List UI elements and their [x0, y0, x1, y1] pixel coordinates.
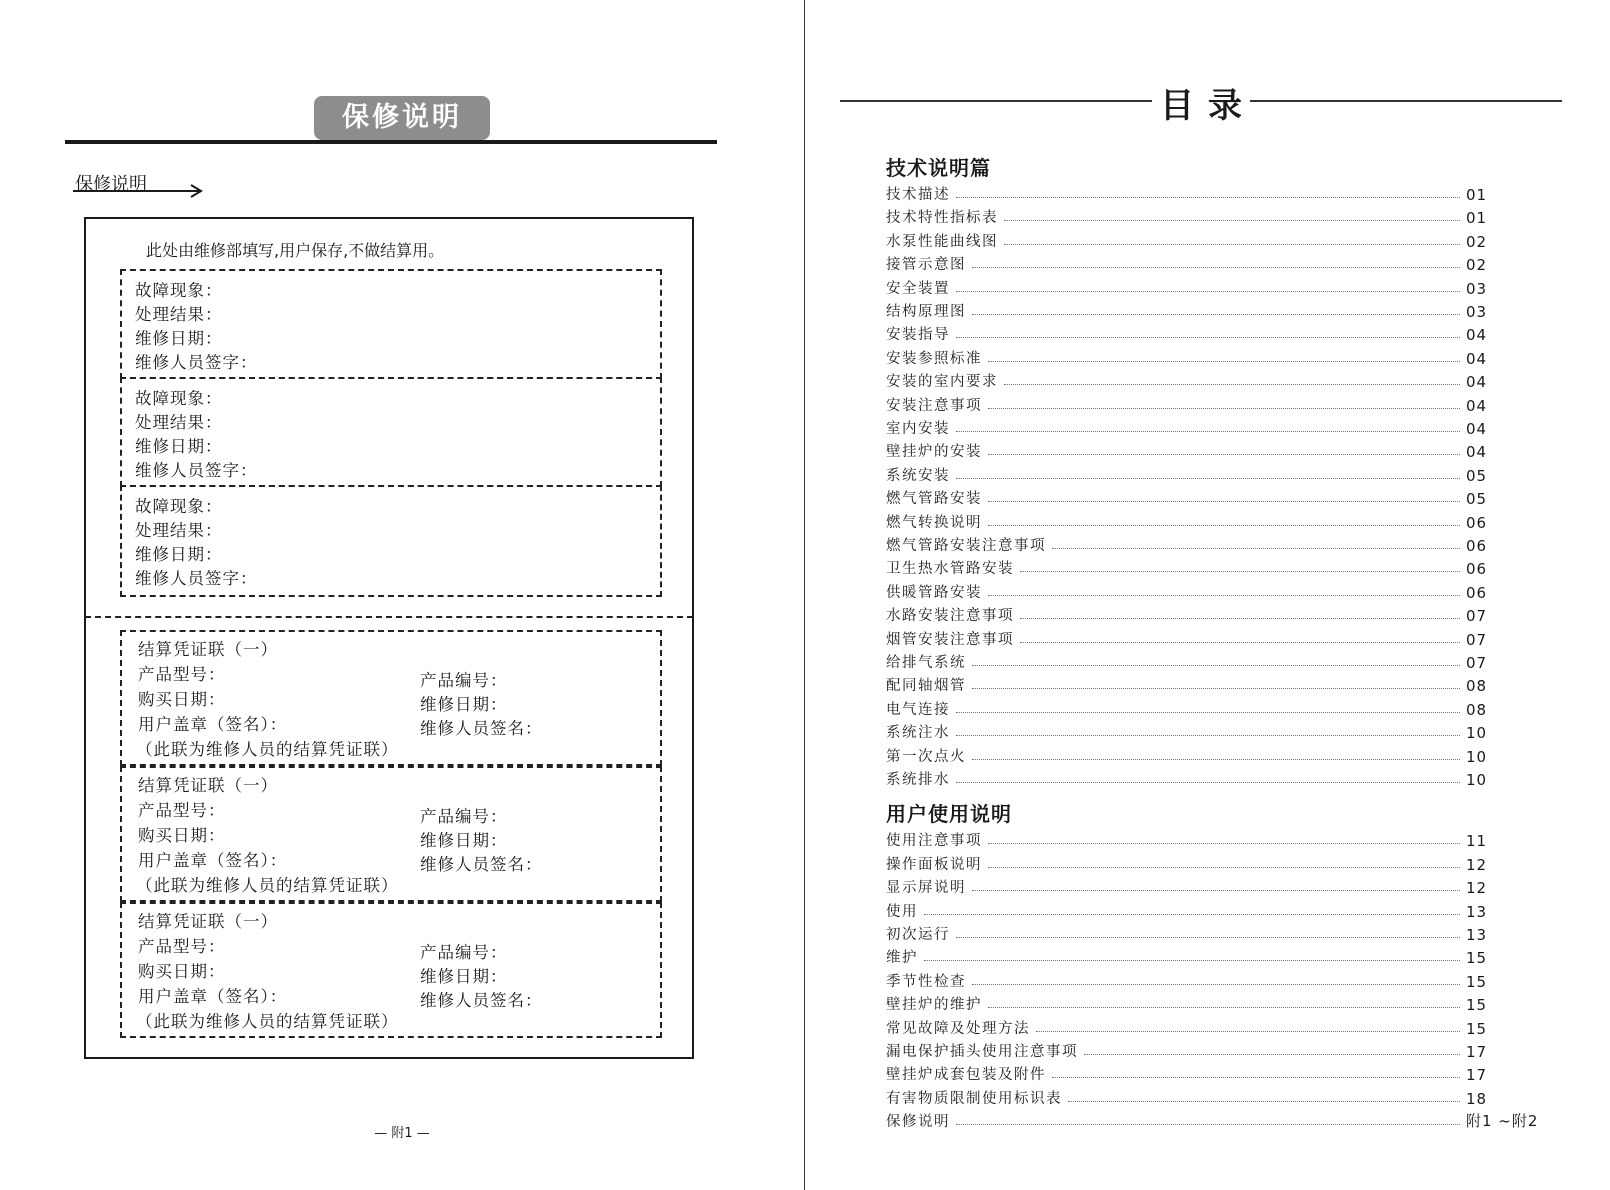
toc-entry-page: 07 — [1466, 654, 1488, 672]
toc-leader-dots — [988, 1007, 1460, 1008]
toc-entry-label: 安装指导 — [886, 327, 950, 344]
voucher-field-label: 购买日期： — [138, 962, 226, 981]
voucher-footnote: （此联为维修人员的结算凭证联） — [136, 1012, 399, 1031]
toc-leader-dots — [1036, 1031, 1460, 1032]
toc-leader-dots — [972, 890, 1460, 891]
toc-entry[interactable] — [886, 346, 1536, 368]
toc-entry-page: 04 — [1466, 349, 1488, 368]
toc-leader-dots — [1004, 220, 1460, 221]
form-note: 此处由维修部填写,用户保存,不做结算用。 — [146, 241, 445, 260]
toc-entry-page: 04 — [1466, 443, 1488, 462]
toc-entry[interactable] — [886, 1109, 1539, 1131]
toc-leader-dots — [988, 454, 1460, 455]
voucher-field-label: 维修日期： — [420, 967, 508, 986]
toc-entry-label: 使用 — [886, 903, 918, 920]
toc-entry-label: 第一次点火 — [886, 748, 966, 765]
toc-entry[interactable] — [886, 697, 1536, 719]
toc-entry-label: 给排气系统 — [886, 655, 966, 671]
toc-entry-label: 供暖管路安装 — [886, 584, 982, 601]
toc-entry-label: 技术描述 — [886, 187, 950, 203]
toc-entry-page: 07 — [1466, 607, 1488, 626]
toc-entry[interactable] — [886, 852, 1536, 874]
toc-entry[interactable] — [886, 1039, 1536, 1061]
toc-entry-label: 有害物质限制使用标识表 — [886, 1090, 1062, 1107]
repair-field-label: 维修日期： — [135, 545, 223, 564]
toc-leader-dots — [988, 843, 1460, 844]
toc-entry[interactable] — [886, 1086, 1536, 1108]
toc-entry-page: 02 — [1466, 256, 1488, 275]
toc-leader-dots — [956, 337, 1460, 338]
toc-entry-page: 15 — [1466, 1019, 1488, 1038]
toc-leader-dots — [956, 937, 1460, 938]
toc-entry-label: 季节性检查 — [886, 973, 966, 990]
toc-entry-page: 08 — [1466, 700, 1488, 719]
toc-entry-page: 17 — [1466, 1066, 1488, 1085]
toc-entry[interactable] — [886, 1062, 1536, 1084]
voucher-field-label: 维修人员签名： — [420, 855, 543, 874]
voucher-field-label: 维修日期： — [420, 831, 508, 850]
toc-entry[interactable] — [886, 393, 1536, 415]
toc-entry[interactable] — [886, 205, 1536, 227]
toc-leader-dots — [956, 431, 1460, 432]
arrow-right-icon — [73, 184, 205, 198]
toc-leader-dots — [956, 478, 1460, 479]
toc-leader-dots — [988, 408, 1460, 409]
toc-entry-page: 18 — [1466, 1089, 1488, 1108]
toc-leader-dots — [956, 782, 1460, 783]
toc-entry[interactable] — [886, 322, 1536, 344]
toc-leader-dots — [972, 688, 1460, 689]
toc-entry[interactable] — [886, 580, 1536, 602]
toc-entry-label: 初次运行 — [886, 927, 950, 943]
toc-entry-label: 壁挂炉成套包装及附件 — [886, 1067, 1046, 1084]
toc-leader-dots — [972, 984, 1460, 985]
page-divider — [804, 0, 805, 1190]
toc-entry[interactable] — [886, 922, 1536, 944]
toc-entry[interactable] — [886, 510, 1536, 532]
toc-entry-page: 04 — [1466, 326, 1488, 345]
toc-entry-label: 接管示意图 — [886, 257, 966, 274]
repair-field-label: 故障现象： — [135, 281, 223, 300]
toc-entry[interactable] — [886, 416, 1536, 438]
toc-leader-dots — [956, 197, 1460, 198]
toc-entry-label: 系统排水 — [886, 772, 950, 788]
toc-entry-label: 水路安装注意事项 — [886, 608, 1014, 625]
toc-entry[interactable] — [886, 556, 1536, 578]
toc-entry-label: 电气连接 — [886, 701, 950, 718]
title-rule — [65, 140, 717, 144]
toc-entry-label: 水泵性能曲线图 — [886, 233, 998, 250]
voucher-field-label: 维修日期： — [420, 695, 508, 714]
toc-entry[interactable] — [886, 252, 1536, 274]
voucher-footnote: （此联为维修人员的结算凭证联） — [136, 876, 399, 895]
toc-leader-dots — [956, 712, 1460, 713]
toc-entry-label: 配同轴烟管 — [886, 678, 966, 695]
toc-entry[interactable] — [886, 720, 1536, 742]
toc-entry-page: 06 — [1466, 537, 1488, 555]
voucher-title: 结算凭证联（一） — [138, 640, 278, 659]
toc-entry-label: 壁挂炉的安装 — [886, 444, 982, 461]
toc-rule-left — [840, 100, 1152, 102]
toc-leader-dots — [972, 314, 1460, 315]
toc-section-heading: 用户使用说明 — [886, 802, 1012, 827]
toc-title: 目录 — [1160, 86, 1256, 126]
toc-entry-label: 安装注意事项 — [886, 397, 982, 414]
toc-entry[interactable] — [886, 463, 1536, 485]
toc-entry-page: 07 — [1466, 630, 1488, 649]
voucher-footnote: （此联为维修人员的结算凭证联） — [136, 740, 399, 759]
toc-entry[interactable] — [886, 603, 1536, 625]
toc-entry-page: 15 — [1466, 972, 1488, 991]
toc-entry-page: 02 — [1466, 232, 1488, 251]
toc-leader-dots — [988, 867, 1460, 868]
toc-entry[interactable] — [886, 744, 1536, 766]
toc-leader-dots — [972, 267, 1460, 268]
toc-entry[interactable] — [886, 899, 1536, 921]
toc-entry-page: 06 — [1466, 560, 1488, 579]
toc-entry[interactable] — [886, 767, 1536, 789]
repair-field-label: 故障现象： — [135, 497, 223, 516]
toc-entry-page: 12 — [1466, 855, 1488, 874]
toc-entry-label: 安装的室内要求 — [886, 374, 998, 391]
toc-entry-label: 常见故障及处理方法 — [886, 1020, 1030, 1037]
toc-leader-dots — [988, 595, 1460, 596]
voucher-field-label: 用户盖章（签名）： — [138, 987, 288, 1006]
toc-entry-page: 01 — [1466, 186, 1488, 204]
toc-entry-label: 燃气管路安装注意事项 — [886, 538, 1046, 554]
toc-leader-dots — [972, 665, 1460, 666]
toc-entry-label: 使用注意事项 — [886, 833, 982, 850]
toc-entry-page: 05 — [1466, 466, 1488, 485]
toc-entry[interactable] — [886, 486, 1536, 508]
toc-entry[interactable] — [886, 229, 1536, 251]
toc-section-heading: 技术说明篇 — [886, 156, 991, 180]
toc-leader-dots — [1004, 384, 1460, 385]
toc-entry-page: 01 — [1466, 209, 1488, 228]
toc-entry-label: 室内安装 — [886, 421, 950, 437]
voucher-field-label: 产品编号： — [420, 943, 508, 962]
toc-leader-dots — [956, 735, 1460, 736]
toc-entry-page: 08 — [1466, 677, 1488, 696]
warranty-title: 保修说明 — [314, 96, 490, 140]
toc-entry-label: 系统注水 — [886, 725, 950, 742]
repair-field-label: 处理结果： — [135, 305, 223, 324]
toc-entry-page: 03 — [1466, 279, 1488, 298]
toc-entry[interactable] — [886, 992, 1536, 1014]
toc-entry-page: 05 — [1466, 490, 1488, 509]
toc-entry-label: 安装参照标准 — [886, 350, 982, 367]
toc-rule-right — [1250, 100, 1562, 102]
toc-entry-label: 烟管安装注意事项 — [886, 631, 1014, 648]
repair-field-label: 维修人员签字： — [135, 353, 258, 372]
toc-leader-dots — [1020, 642, 1460, 643]
repair-field-label: 维修人员签字： — [135, 569, 258, 588]
repair-field-label: 处理结果： — [135, 413, 223, 432]
repair-field-label: 维修日期： — [135, 329, 223, 348]
toc-entry-page: 11 — [1466, 832, 1488, 851]
toc-leader-dots — [1052, 548, 1460, 549]
section-label: 保修说明 — [75, 174, 147, 195]
toc-entry-label: 安全装置 — [886, 280, 950, 297]
toc-entry-label: 燃气转换说明 — [886, 514, 982, 531]
toc-entry[interactable] — [886, 627, 1536, 649]
toc-entry-label: 保修说明 — [886, 1114, 950, 1131]
toc-entry[interactable] — [886, 875, 1536, 897]
toc-leader-dots — [1084, 1054, 1460, 1055]
voucher-field-label: 用户盖章（签名）： — [138, 715, 288, 734]
page-number: — 附1 — — [374, 1126, 430, 1141]
voucher-field-label: 用户盖章（签名）： — [138, 851, 288, 870]
toc-entry-page: 04 — [1466, 420, 1488, 438]
toc-entry[interactable] — [886, 369, 1536, 391]
voucher-title: 结算凭证联（一） — [138, 776, 278, 795]
toc-entry-page: 03 — [1466, 303, 1488, 321]
toc-entry-label: 卫生热水管路安装 — [886, 561, 1014, 578]
toc-entry[interactable] — [886, 299, 1536, 321]
toc-leader-dots — [988, 361, 1460, 362]
toc-entry-page: 10 — [1466, 771, 1488, 789]
toc-entry[interactable] — [886, 673, 1536, 695]
toc-leader-dots — [1052, 1077, 1460, 1078]
cut-line — [85, 616, 693, 618]
toc-leader-dots — [1020, 618, 1460, 619]
toc-entry-page: 13 — [1466, 902, 1488, 921]
toc-leader-dots — [988, 525, 1460, 526]
voucher-field-label: 产品编号： — [420, 807, 508, 826]
toc-entry-label: 系统安装 — [886, 467, 950, 484]
toc-leader-dots — [988, 501, 1460, 502]
toc-entry[interactable] — [886, 945, 1536, 967]
toc-leader-dots — [956, 291, 1460, 292]
voucher-field-label: 维修人员签名： — [420, 719, 543, 738]
toc-entry-page: 10 — [1466, 747, 1488, 766]
toc-entry-page: 附1 ~附2 — [1466, 1112, 1539, 1131]
toc-entry[interactable] — [886, 276, 1536, 298]
repair-field-label: 处理结果： — [135, 521, 223, 540]
toc-entry-page: 06 — [1466, 513, 1488, 532]
toc-entry-page: 17 — [1466, 1043, 1488, 1061]
repair-field-label: 维修日期： — [135, 437, 223, 456]
toc-entry-page: 06 — [1466, 583, 1488, 602]
repair-field-label: 故障现象： — [135, 389, 223, 408]
toc-entry[interactable] — [886, 439, 1536, 461]
voucher-field-label: 产品型号： — [138, 937, 226, 956]
toc-entry-page: 04 — [1466, 396, 1488, 415]
toc-leader-dots — [972, 759, 1460, 760]
voucher-field-label: 产品编号： — [420, 671, 508, 690]
toc-entry-label: 壁挂炉的维护 — [886, 997, 982, 1014]
toc-leader-dots — [1004, 244, 1460, 245]
toc-entry-label: 操作面板说明 — [886, 856, 982, 873]
toc-entry-label: 技术特性指标表 — [886, 210, 998, 227]
voucher-field-label: 维修人员签名： — [420, 991, 543, 1010]
toc-leader-dots — [924, 914, 1460, 915]
toc-entry[interactable] — [886, 1016, 1536, 1038]
toc-entry-page: 15 — [1466, 949, 1488, 968]
toc-entry-label: 维护 — [886, 950, 918, 967]
toc-leader-dots — [956, 1124, 1460, 1125]
toc-entry-page: 04 — [1466, 373, 1488, 392]
toc-entry[interactable] — [886, 182, 1536, 204]
toc-entry-page: 13 — [1466, 926, 1488, 944]
voucher-field-label: 产品型号： — [138, 801, 226, 820]
toc-entry-label: 漏电保护插头使用注意事项 — [886, 1044, 1078, 1060]
voucher-field-label: 购买日期： — [138, 826, 226, 845]
toc-entry[interactable] — [886, 969, 1536, 991]
toc-entry[interactable] — [886, 650, 1536, 672]
voucher-field-label: 产品型号： — [138, 665, 226, 684]
toc-entry[interactable] — [886, 828, 1536, 850]
voucher-field-label: 购买日期： — [138, 690, 226, 709]
toc-entry-page: 10 — [1466, 724, 1488, 743]
toc-leader-dots — [1068, 1101, 1460, 1102]
toc-entry-label: 燃气管路安装 — [886, 491, 982, 508]
toc-leader-dots — [1020, 571, 1460, 572]
toc-entry-label: 显示屏说明 — [886, 880, 966, 897]
toc-entry-label: 结构原理图 — [886, 304, 966, 320]
toc-entry-page: 12 — [1466, 879, 1488, 898]
repair-field-label: 维修人员签字： — [135, 461, 258, 480]
toc-entry[interactable] — [886, 533, 1536, 555]
toc-leader-dots — [924, 960, 1460, 961]
voucher-title: 结算凭证联（一） — [138, 912, 278, 931]
toc-entry-page: 15 — [1466, 996, 1488, 1015]
